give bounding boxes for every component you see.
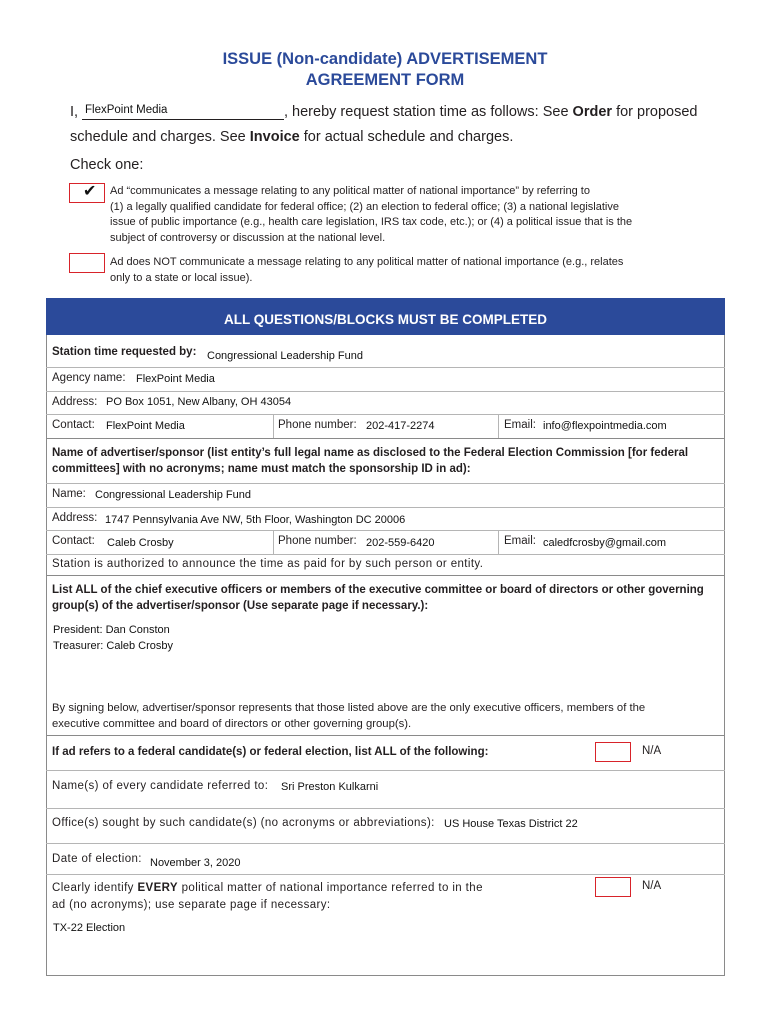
agency-contact-label: Contact: (52, 419, 95, 431)
form-title-line2: AGREEMENT FORM (305, 71, 465, 89)
agency-address-field[interactable]: PO Box 1051, New Albany, OH 43054 (106, 396, 292, 408)
option1-checkbox[interactable] (69, 183, 105, 203)
divider (46, 530, 725, 531)
matter-prompt (52, 880, 483, 914)
officers-heading-line: List ALL of the chief executive officers or members of the executive committee or board of directors or other governing (52, 584, 704, 596)
agency-email-label: Email: (504, 419, 536, 431)
divider (273, 414, 274, 438)
intro-request-text (284, 104, 698, 120)
for-proposed-text: for proposed (616, 104, 698, 120)
option2-checkbox[interactable] (69, 253, 105, 273)
divider (46, 438, 725, 439)
divider (46, 843, 725, 844)
election-date-label: Date of election: (52, 853, 142, 865)
schedule-text: schedule and charges. See (70, 129, 246, 145)
option1-text (110, 184, 632, 246)
offices-field[interactable]: US House Texas District 22 (444, 818, 578, 830)
agency-phone-field[interactable]: 202-417-2274 (366, 420, 435, 432)
station-requested-field[interactable]: Congressional Leadership Fund (207, 350, 363, 362)
agency-field[interactable]: FlexPoint Media (136, 373, 215, 385)
order-word: Order (572, 104, 613, 120)
invoice-word: Invoice (249, 129, 300, 145)
matter-line2: ad (no acronyms); use separate page if necessary: (52, 899, 331, 911)
divider (273, 530, 274, 554)
advertiser-phone-label: Phone number: (278, 535, 357, 547)
officers-heading (52, 582, 704, 614)
form-title-line1: ISSUE (Non-candidate) ADVERTISEMENT (222, 50, 548, 68)
agency-contact-field[interactable]: FlexPoint Media (106, 420, 185, 432)
option2-line: only to a state or local issue). (110, 271, 253, 284)
advertiser-phone-field[interactable]: 202-559-6420 (366, 537, 435, 549)
advertiser-email-field[interactable]: caledfcrosby@gmail.com (543, 537, 667, 549)
advertiser-address-label: Address: (52, 512, 98, 524)
federal-heading: If ad refers to a federal candidate(s) or federal election, list ALL of the following: (52, 746, 489, 758)
divider (46, 808, 725, 809)
advertiser-heading (52, 445, 688, 477)
agency-phone-label: Phone number: (278, 419, 357, 431)
divider (46, 770, 725, 771)
for-actual-text: for actual schedule and charges. (303, 129, 514, 145)
divider (46, 507, 725, 508)
agency-address-label: Address: (52, 396, 98, 408)
divider (46, 391, 725, 392)
signing-line: executive committee and board of directors or other governing group(s). (52, 718, 412, 730)
name-underline (82, 119, 284, 120)
divider (46, 414, 725, 415)
election-date-field[interactable]: November 3, 2020 (150, 857, 241, 869)
officer-entry: Treasurer: Caleb Crosby (53, 640, 174, 652)
option1-line: Ad “communicates a message relating to any political matter of national importance” by referring to (110, 185, 590, 197)
agency-email-field[interactable]: info@flexpointmedia.com (543, 420, 667, 432)
federal-na-label: N/A (642, 745, 662, 757)
divider (46, 874, 725, 875)
matter-na-label: N/A (642, 880, 662, 892)
offices-label: Office(s) sought by such candidate(s) (no acronyms or abbreviations): (52, 817, 435, 829)
divider (498, 414, 499, 438)
signing-statement (52, 700, 645, 732)
federal-na-checkbox[interactable] (595, 742, 631, 762)
matter-line1 (52, 880, 483, 897)
advertiser-name-field[interactable]: Congressional Leadership Fund (95, 489, 251, 501)
station-authorized-text: Station is authorized to announce the time as paid for by such person or entity. (52, 558, 484, 570)
advertiser-heading-line: Name of advertiser/sponsor (list entity’s full legal name as disclosed to the Federal Election Commission [for federal (52, 447, 689, 459)
option2-line: Ad does NOT communicate a message relating to any political matter of national importance (e.g., relates (110, 256, 624, 268)
option2-text (110, 255, 623, 286)
divider (46, 575, 725, 576)
request-text: , hereby request station time as follows: See (284, 104, 569, 120)
option1-line: issue of public importance (e.g., health care legislation, IRS tax code, etc.); or (4) a political issue that is the (110, 216, 633, 228)
agency-label: Agency name: (52, 372, 126, 384)
option1-line: (1) a legally qualified candidate for federal office; (2) an election to federal office; (3) a national legislative (110, 200, 619, 213)
matter-field[interactable]: TX-22 Election (53, 922, 126, 934)
banner: ALL QUESTIONS/BLOCKS MUST BE COMPLETED (46, 298, 725, 335)
officer-entry: President: Dan Conston (53, 624, 170, 636)
matter-line1-post: political matter of national importance referred to in the (181, 882, 483, 894)
checkmark-icon: ✔ (83, 183, 97, 200)
candidates-field[interactable]: Sri Preston Kulkarni (281, 781, 379, 793)
divider (46, 735, 725, 736)
intro-line2 (70, 129, 513, 145)
advertiser-address-field[interactable]: 1747 Pennsylvania Ave NW, 5th Floor, Washington DC 20006 (105, 514, 406, 526)
option1-line: subject of controversy or discussion at the national level. (110, 231, 386, 244)
matter-every: EVERY (137, 882, 178, 894)
divider (46, 483, 725, 484)
check-one-label: Check one: (70, 157, 144, 173)
matter-line1-pre: Clearly identify (52, 882, 134, 894)
divider (46, 554, 725, 555)
intro-name-field[interactable]: FlexPoint Media (85, 104, 168, 116)
intro-i-prefix: I, (70, 104, 79, 120)
advertiser-heading-line: committees] with no acronyms; name must match the sponsorship ID in ad): (52, 463, 471, 475)
divider (498, 530, 499, 554)
candidates-label: Name(s) of every candidate referred to: (52, 780, 269, 792)
station-requested-label: Station time requested by: (52, 346, 197, 358)
divider (46, 367, 725, 368)
matter-na-checkbox[interactable] (595, 877, 631, 897)
signing-line: By signing below, advertiser/sponsor represents that those listed above are the only executive officers, members of the (52, 702, 646, 714)
advertiser-name-label: Name: (52, 488, 86, 500)
officers-heading-line: group(s) of the advertiser/sponsor (Use separate page if necessary.): (52, 600, 429, 612)
advertiser-contact-field[interactable]: Caleb Crosby (107, 537, 174, 549)
advertiser-contact-label: Contact: (52, 535, 95, 547)
advertiser-email-label: Email: (504, 535, 536, 547)
officers-list-field[interactable] (53, 622, 173, 654)
